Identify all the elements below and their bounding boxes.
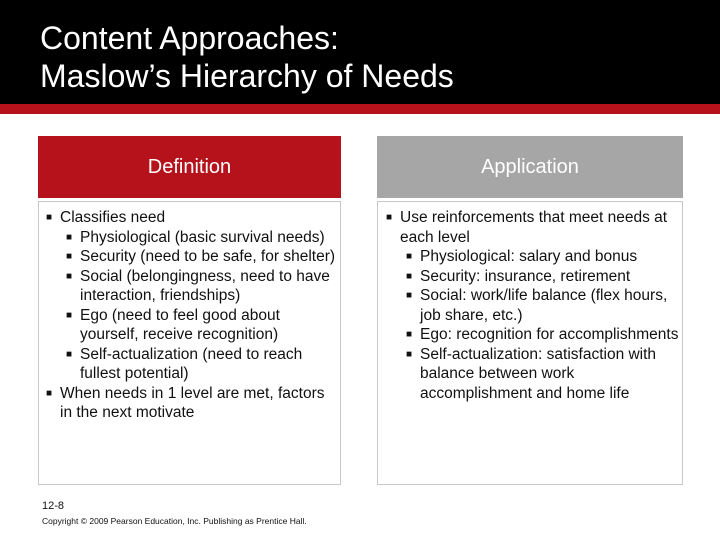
list-item: ■ Classifies need ■ Physiological (basic survival needs) ■ Security (need to be safe, for shelter) ■ Social (belongingness, need to have interaction, friendships) ■ Ego (need to feel good about yourself, receive recognition) ■ Self-actualization (need to reach fullest potential) bbox=[40, 208, 340, 384]
list-item: ■ Security (need to be safe, for shelter) bbox=[66, 248, 336, 265]
definition-list bbox=[40, 208, 340, 423]
accent-bar bbox=[0, 104, 720, 114]
square-bullet-icon: ■ bbox=[46, 387, 53, 399]
list-item: ■ Social: work/life balance (flex hours, job share, etc.) bbox=[406, 287, 668, 324]
list-item: ■ Security: insurance, retirement bbox=[406, 267, 631, 285]
square-bullet-icon: ■ bbox=[406, 290, 413, 301]
list-item: ■ Self-actualization (need to reach fullest potential) bbox=[66, 345, 303, 382]
definition-sublist bbox=[60, 228, 340, 384]
application-sublist bbox=[400, 247, 680, 403]
list-item: ■ Physiological (basic survival needs) bbox=[66, 228, 325, 246]
copyright-notice: Copyright © 2009 Pearson Education, Inc. Publishing as Prentice Hall. bbox=[42, 516, 307, 526]
square-bullet-icon: ■ bbox=[66, 348, 73, 360]
slide-title-line-2: Maslow’s Hierarchy of Needs bbox=[40, 58, 454, 94]
title-bar bbox=[0, 0, 720, 104]
application-list bbox=[380, 208, 680, 403]
list-item: ■ Social (belongingness, need to have interaction, friendships) bbox=[66, 267, 330, 304]
square-bullet-icon: ■ bbox=[66, 231, 73, 243]
square-bullet-icon: ■ bbox=[406, 329, 413, 340]
list-item: ■ Self-actualization: satisfaction with balance between work accomplishment and home life bbox=[406, 345, 657, 402]
list-item: ■ When needs in 1 level are met, factors in the next motivate bbox=[46, 384, 325, 421]
list-item: ■ Ego: recognition for accomplishments bbox=[406, 326, 679, 343]
square-bullet-icon: ■ bbox=[386, 212, 393, 223]
square-bullet-icon: ■ bbox=[46, 212, 53, 223]
square-bullet-icon: ■ bbox=[406, 348, 413, 360]
list-item: ■ Ego (need to feel good about yourself, receive recognition) bbox=[66, 306, 280, 343]
square-bullet-icon: ■ bbox=[406, 251, 413, 262]
definition-header: Definition bbox=[38, 136, 341, 198]
slide-number: 12-8 bbox=[42, 500, 65, 512]
square-bullet-icon: ■ bbox=[66, 309, 73, 321]
square-bullet-icon: ■ bbox=[406, 270, 413, 282]
square-bullet-icon: ■ bbox=[66, 270, 73, 282]
application-header: Application bbox=[377, 136, 683, 198]
slide-title-line-1: Content Approaches: bbox=[40, 20, 339, 56]
list-item: ■ Use reinforcements that meet needs at each level ■ Physiological: salary and bonus ■ Security: insurance, retirement ■ Social: work/life balance (flex hours, job share, etc.) ■ Ego: recognition for accomplishments ■ Self-actualization: satisfaction with balance between work accomplishment and home life bbox=[386, 209, 679, 402]
square-bullet-icon: ■ bbox=[66, 251, 73, 262]
list-item: ■ Physiological: salary and bonus bbox=[406, 248, 638, 265]
